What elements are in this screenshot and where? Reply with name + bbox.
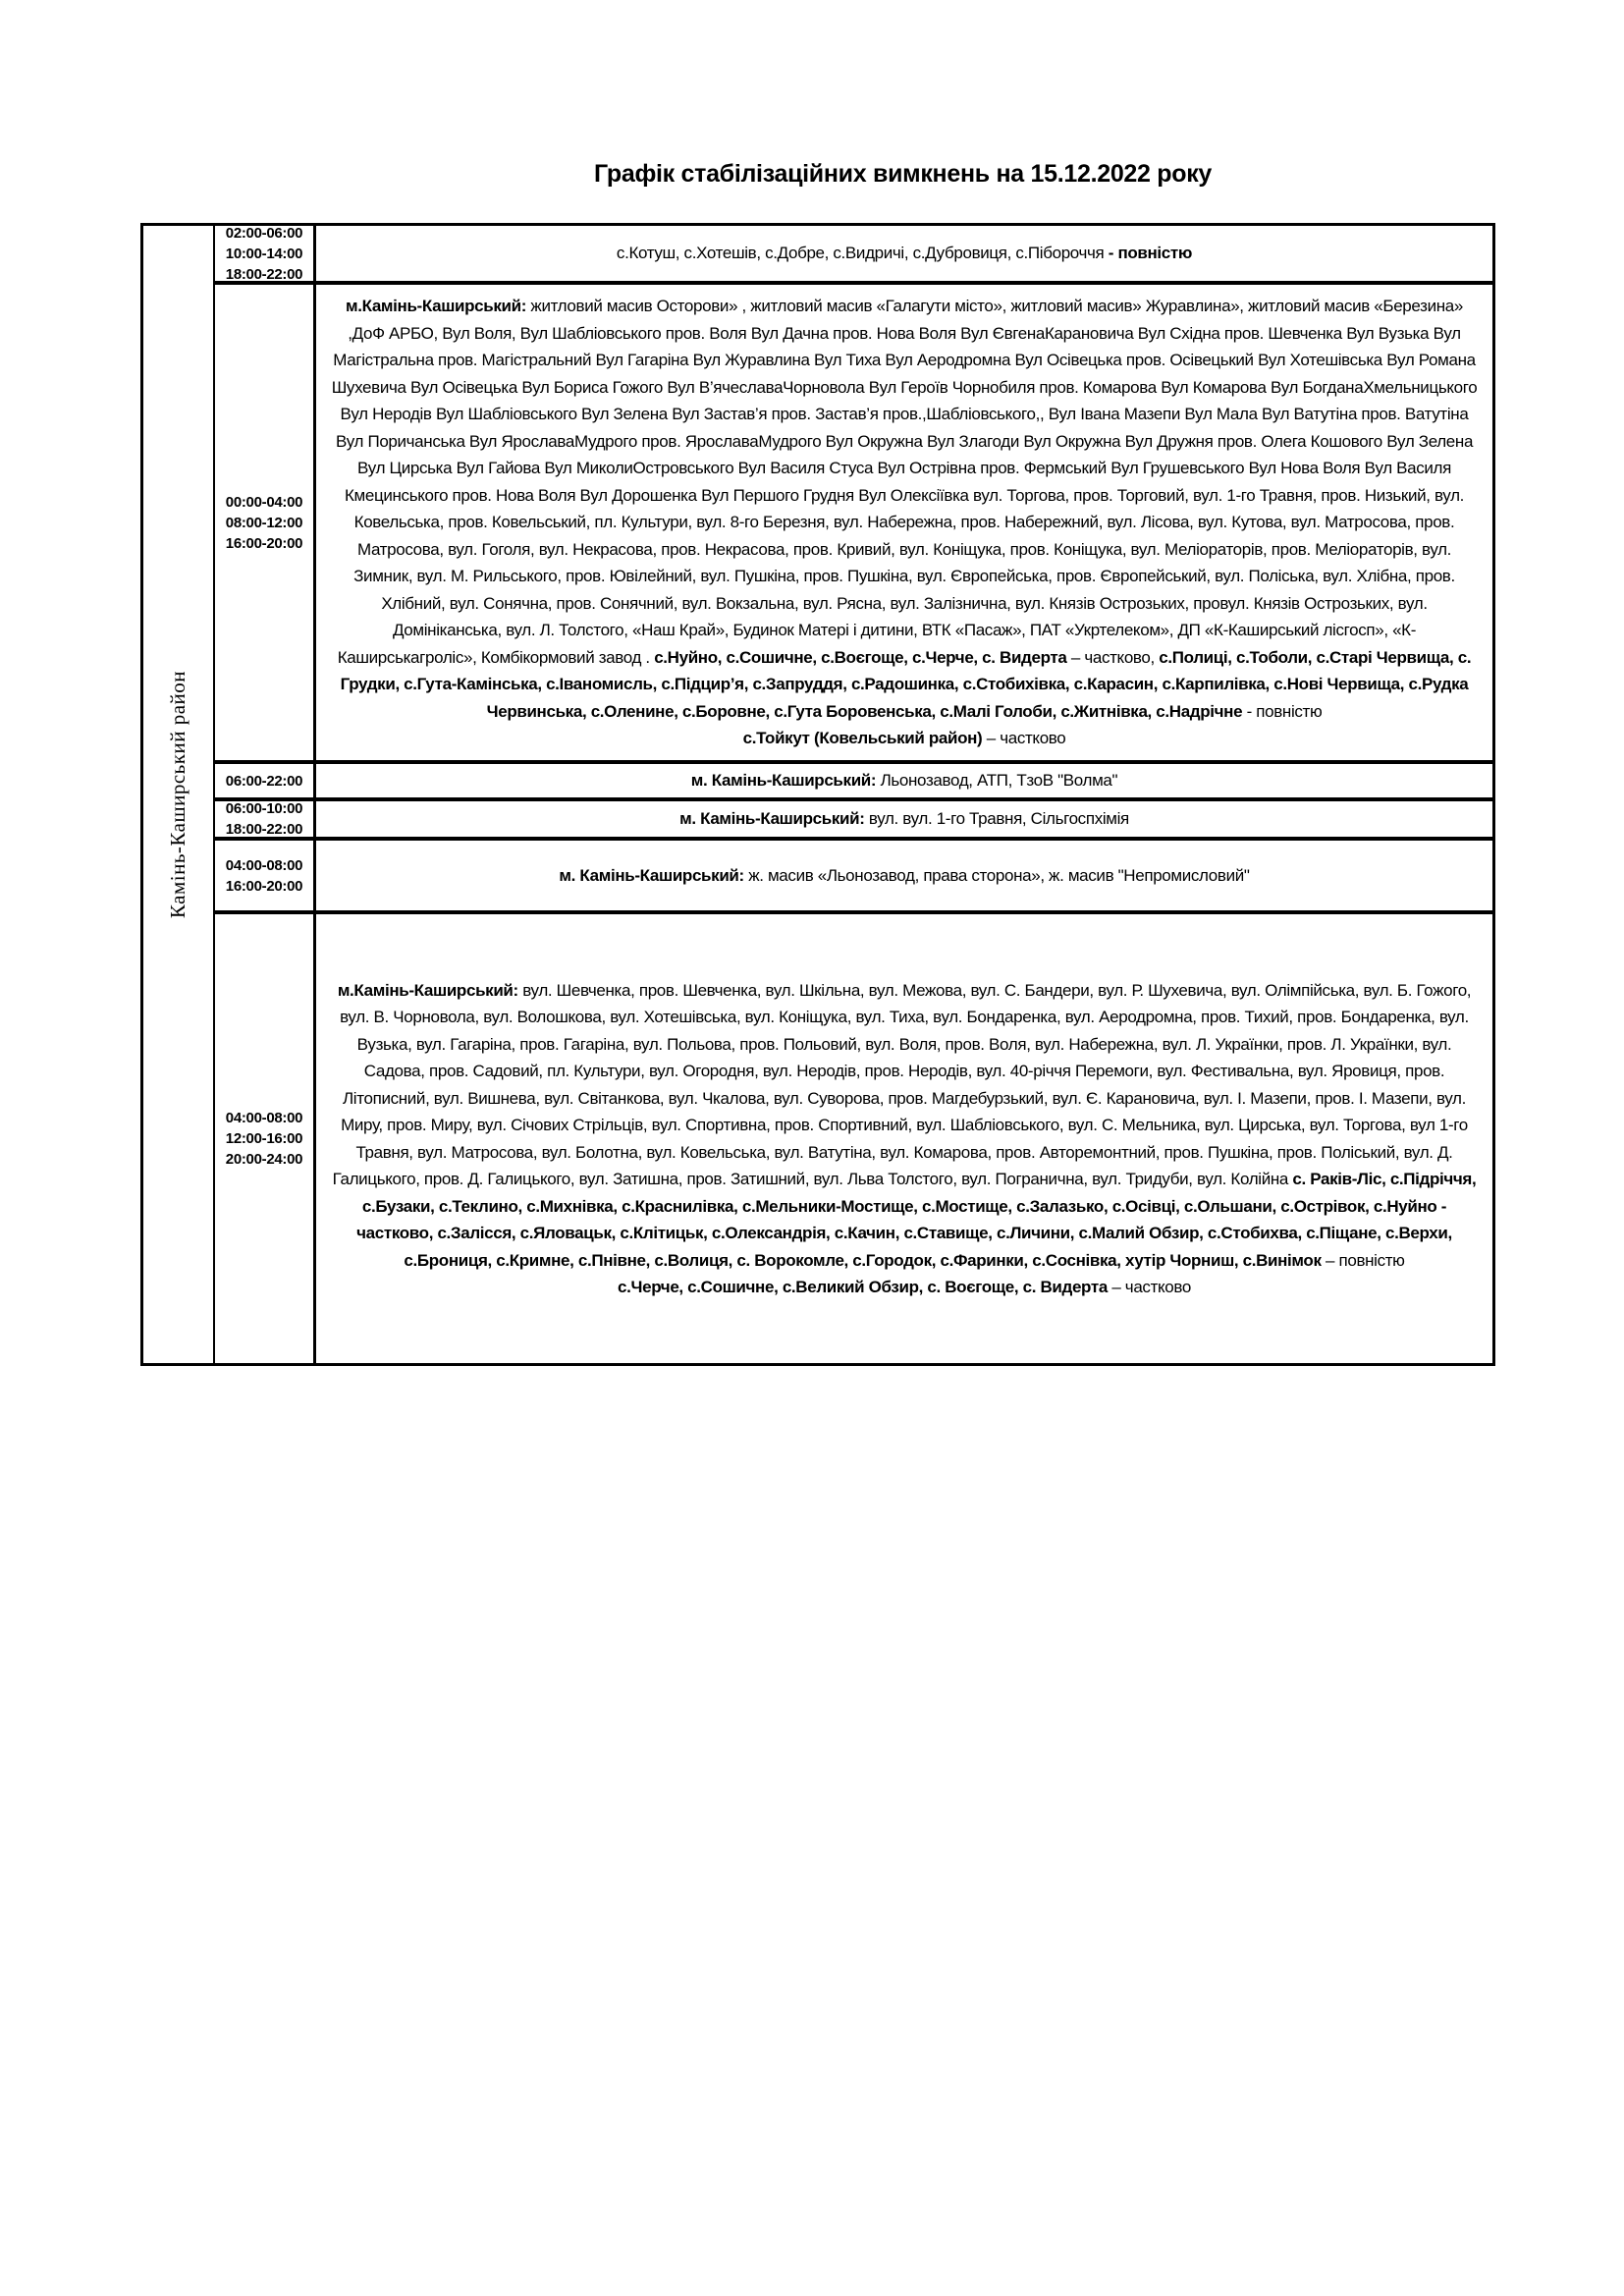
affected-areas-text-3 [331, 767, 1478, 794]
text-segment: – частково, [1070, 647, 1160, 667]
time-slot-6: 04:00-08:00 12:00-16:00 20:00-24:00 [213, 910, 313, 1363]
text-segment: – частково [986, 729, 1066, 748]
text-segment: ж. масив «Льонозавод, права сторона», ж. масив "Непромисловий" [748, 865, 1250, 885]
affected-areas-5 [313, 837, 1492, 910]
outage-schedule-table [140, 223, 1495, 1366]
text-segment-bold: с. Раків-Ліс, с.Підріччя, с.Бузаки, с.Теклино, с.Михнівка, с.Краснилівка, с.Мельники-Мостище, с.Мостище, с.Залазько, с.Осівці, с.Ольшани, с.Острівок, с.Нуйно - частково, с.Залісся, с.Яловацьк, с.Клітицьк, с.Олександрія, с.Качин, с.Ставище, с.Личини, с.Малий Обзир, с.Стобихва, с.Піщане, с.Верхи, с.Брониця, с.Кримне, с.Пнівне, с.Волиця, с. Ворокомле, с.Городок, с.Фаринки, с.Соснівка, хутір Чорниш, с.Винімок [356, 1170, 1477, 1270]
text-segment-bold: м. Камінь-Каширський: [690, 771, 881, 791]
district-sidebar-cell [143, 226, 213, 1363]
text-segment-bold: м.Камінь-Каширський: [346, 297, 531, 316]
text-segment: вул. вул. 1-го Травня, Сільгоспхімія [868, 809, 1129, 829]
text-segment: – повністю [1326, 1250, 1405, 1270]
text-segment: с.Котуш, с.Хотешів, с.Добре, с.Видричі, с.Дубровиця, с.Пібороччя [616, 244, 1109, 263]
affected-areas-text-1 [331, 240, 1478, 267]
text-segment-bold: м. Камінь-Каширський: [679, 809, 869, 829]
district-label: Камінь-Каширський район [166, 670, 189, 919]
affected-areas-2 [313, 281, 1492, 760]
text-segment-bold: - повністю [1108, 244, 1193, 263]
time-slot-3: 06:00-22:00 [213, 760, 313, 797]
affected-areas-6 [313, 910, 1492, 1363]
time-slot-4: 06:00-10:00 18:00-22:00 [213, 797, 313, 837]
text-segment-bold: с.Тойкут (Ковельський район) [742, 729, 987, 748]
time-slot-5: 04:00-08:00 16:00-20:00 [213, 837, 313, 910]
text-segment-bold: м. Камінь-Каширський: [559, 865, 749, 885]
time-slot-1: 02:00-06:00 10:00-14:00 18:00-22:00 [213, 226, 313, 281]
text-segment: - повністю [1246, 701, 1323, 721]
affected-areas-text-2 [331, 293, 1478, 752]
text-segment-bold: с.Черче, с.Сошичне, с.Великий Обзир, с. Воєгоще, с. Видерта [618, 1278, 1112, 1296]
text-segment: житловий масив Осторови» , житловий масив «Галагути місто», житловий масив» Журавлина», житловий масив «Березина» ,ДоФ АРБО, Вул Воля, Вул Шабліовського пров. Воля Вул Дачна пров. Нова Воля Вул ЄвгенаКарановича Вул Східна пров. Шевченка Вул Вузька Вул Магістральна пров. Магістральний Вул Гагаріна Вул Журавлина Вул Тиха Вул Аеродромна Вул Осівецька пров. Осівецький Вул Хотешівська Вул Романа Шухевича Вул Осівецька Вул Бориса Гожого Вул В’ячеславаЧорновола Вул Героїв Чорнобиля пров. Комарова Вул Комарова Вул БогданаХмельницького Вул Неродів Вул Шабліовського Вул Зелена Вул Застав’я пров. Застав’я пров.,Шабліовського,, Вул Івана Мазепи Вул Мала Вул Ватутіна пров. Ватутіна Вул Поричанська Вул ЯрославаМудрого пров. ЯрославаМудрого Вул Окружна Вул Злагоди Вул Окружна Вул Дружня пров. Олега Кошового Вул Зелена Вул Цирська Вул Гайова Вул МиколиОстровського Вул Василя Стуса Вул Острівна пров. Фермський Вул Грушевського Вул Нова Воля Вул Василя Кмецинського пров. Нова Воля Вул Дорошенка Вул Першого Грудня Вул Олексіївка вул. Торгова, пров. Торговий, вул. 1-го Травня, пров. Низький, вул. Ковельська, пров. Ковельський, пл. Культури, вул. 8-го Березня, вул. Набережна, пров. Набережний, вул. Лісова, вул. Кутова, вул. Матросова, пров. Матросова, вул. Гоголя, вул. Некрасова, пров. Некрасова, пров. Кривий, вул. Коніщука, пров. Коніщука, вул. Меліораторів, пров. Меліораторів, вул. Зимник, вул. М. Рильського, пров. Ювілейний, вул. Пушкіна, пров. Пушкіна, вул. Європейська, пров. Європейський, вул. Поліська, вул. Хлібна, пров. Хлібний, вул. Сонячна, пров. Сонячний, вул. Вокзальна, вул. Рясна, вул. Залізнична, вул. Князів Острозьких, провул. Князів Острозьких, вул. Домініканська, вул. Л. Толстого, «Наш Край», Будинок Матері і дитини, ВТК «Пасаж», ПАТ «Укртелеком», ДП «К-Каширський лісгосп», «К-Каширськагроліс», Комбікормовий завод . [331, 297, 1478, 667]
text-segment: – частково [1111, 1278, 1191, 1296]
page-title: Графік стабілізаційних вимкнень на 15.12.2022 року [593, 160, 1213, 188]
affected-areas-1 [313, 226, 1492, 281]
text-segment: Льонозавод, АТП, ТзоВ "Волма" [880, 771, 1118, 791]
affected-areas-text-5 [331, 862, 1478, 890]
text-segment-bold: м.Камінь-Каширський: [337, 980, 523, 1000]
affected-areas-text-6 [331, 977, 1478, 1301]
affected-areas-text-4 [331, 805, 1478, 833]
text-segment: вул. Шевченка, пров. Шевченка, вул. Шкільна, вул. Межова, вул. С. Бандери, вул. Р. Шухевича, вул. Олімпійська, вул. Б. Гожого, вул. В. Чорновола, вул. Волошкова, вул. Хотешівська, вул. Коніщука, вул. Тиха, вул. Бондаренка, вул. Аеродромна, пров. Тихий, пров. Бондаренка, вул. Вузька, вул. Гагаріна, пров. Гагаріна, вул. Польова, пров. Польовий, вул. Воля, пров. Воля, вул. Набережна, вул. Л. Українки, пров. Л. Українки, вул. Садова, пров. Садовий, пл. Культури, вул. Огородня, вул. Неродів, пров. Неродів, вул. 40-річчя Перемоги, вул. Фестивальна, вул. Яровиця, пров. Літописний, вул. Вишнева, вул. Світанкова, вул. Чкалова, вул. Суворова, пров. Магдебурзький, вул. Є. Карановича, вул. І. Мазепи, пров. І. Мазепи, вул. Миру, пров. Миру, вул. Січових Стрільців, вул. Спортивна, пров. Спортивний, вул. Шабліовського, вул. С. Мельника, вул. Цирська, вул. Торгова, вул 1-го Травня, вул. Матросова, вул. Болотна, вул. Ковельська, вул. Ватутіна, вул. Комарова, пров. Авторемонтний, пров. Пушкіна, пров. Поліський, вул. Д. Галицького, пров. Д. Галицького, вул. Затишна, пров. Затишний, вул. Льва Толстого, вул. Погранична, вул. Тридуби, вул. Колійна [332, 980, 1472, 1188]
time-slot-2: 00:00-04:00 08:00-12:00 16:00-20:00 [213, 281, 313, 760]
text-segment-bold: с.Нуйно, с.Сошичне, с.Воєгоще, с.Черче, с. Видерта [654, 647, 1071, 667]
affected-areas-3 [313, 760, 1492, 797]
affected-areas-4 [313, 797, 1492, 837]
text-segment-bold: с.Полиці, с.Тоболи, с.Старі Червища, с. Грудки, с.Гута-Камінська, с.Іваномисль, с.Підцир’я, с.Запруддя, с.Радошинка, с.Стобихівка, с.Карасин, с.Карпилівка, с.Нові Червища, с.Рудка Червинська, с.Оленине, с.Боровне, с.Гута Боровенська, с.Малі Голоби, с.Житнівка, с.Надрічне [340, 647, 1472, 721]
